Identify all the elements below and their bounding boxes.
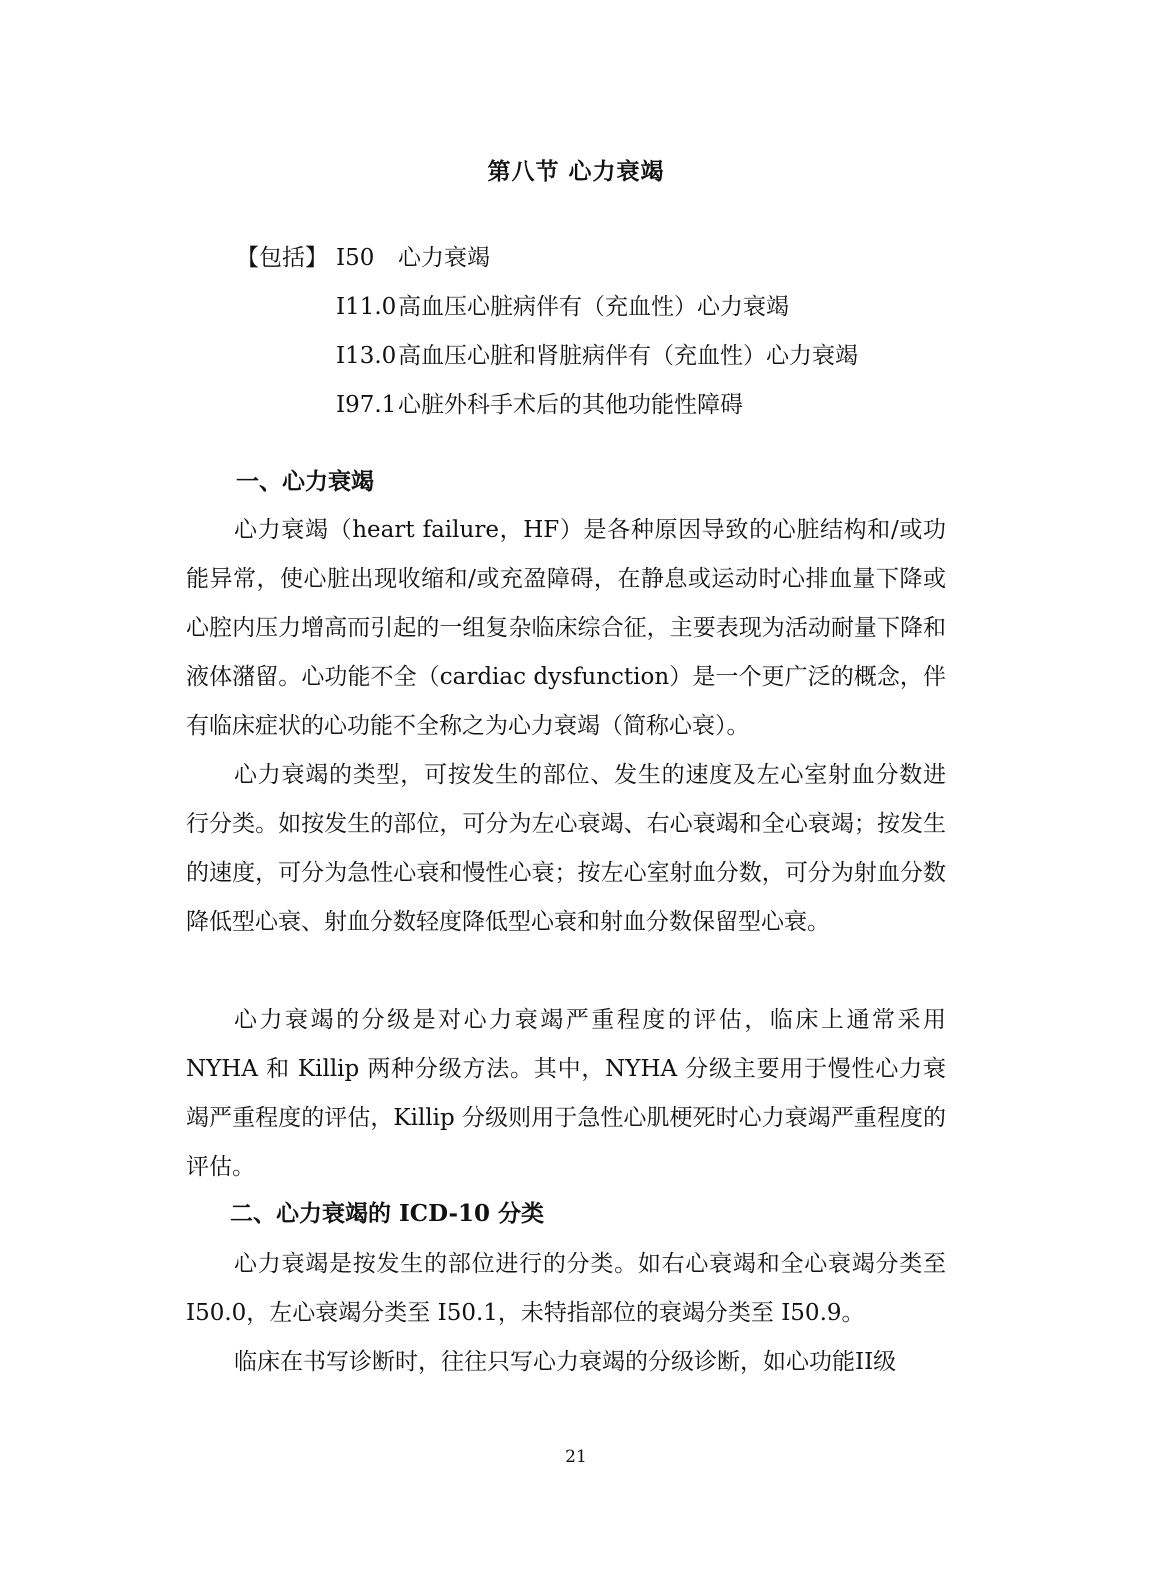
include-desc: 高血压心脏病伴有（充血性）心力衰竭 <box>398 294 789 320</box>
paragraph: 心力衰竭的类型，可按发生的部位、发生的速度及左心室射血分数进行分类。如按发生的部位，可分为左心衰竭、右心衰竭和全心衰竭；按发生的速度，可分为急性心衰和慢性心衰；按左心室射血分数，可分为射血分数降低型心衰、射血分数轻度降低型心衰和射血分数保留型心衰。 <box>186 762 946 935</box>
paragraph: 心力衰竭是按发生的部位进行的分类。如右心衰竭和全心衰竭分类至 I50.0，左心衰竭分类至 I50.1，未特指部位的衰竭分类至 I50.9。 <box>186 1251 946 1326</box>
includes-block <box>236 234 858 430</box>
include-row <box>236 332 858 381</box>
include-code: I97.1 <box>336 392 397 418</box>
paragraph: 心力衰竭（heart failure，HF）是各种原因导致的心脏结构和/或功能异常，使心脏出现收缩和/或充盈障碍，在静息或运动时心排血量下降或心腔内压力增高而引起的一组复杂临床综合征，主要表现为活动耐量下降和液体潴留。心功能不全（cardiac dysfunction）是一个更广泛的概念，伴有临床症状的心功能不全称之为心力衰竭（简称心衰）。 <box>186 517 946 739</box>
include-desc: 心脏外科手术后的其他功能性障碍 <box>398 392 743 418</box>
page-title: 第八节 心力衰竭 <box>487 158 665 185</box>
include-code: I11.0 <box>336 294 397 320</box>
include-label: 【包括】 <box>236 245 328 271</box>
include-code: I13.0 <box>336 343 397 369</box>
include-code: I50 <box>336 245 375 271</box>
section-heading: 一、心力衰竭 <box>236 468 374 495</box>
include-desc: 心力衰竭 <box>398 245 490 271</box>
include-desc: 高血压心脏和肾脏病伴有（充血性）心力衰竭 <box>398 343 858 369</box>
include-row <box>236 381 858 430</box>
include-row <box>236 234 858 283</box>
page-number: 21 <box>565 1447 587 1467</box>
paragraph: 临床在书写诊断时，往往只写心力衰竭的分级诊断，如心功能II级 <box>234 1349 897 1375</box>
section-heading: 二、心力衰竭的 ICD-10 分类 <box>230 1200 545 1227</box>
include-row <box>236 283 858 332</box>
paragraph: 心力衰竭的分级是对心力衰竭严重程度的评估，临床上通常采用NYHA 和 Killip 两种分级方法。其中，NYHA 分级主要用于慢性心力衰竭严重程度的评估，Killip 分级则用于急性心肌梗死时心力衰竭严重程度的评估。 <box>186 1007 946 1180</box>
